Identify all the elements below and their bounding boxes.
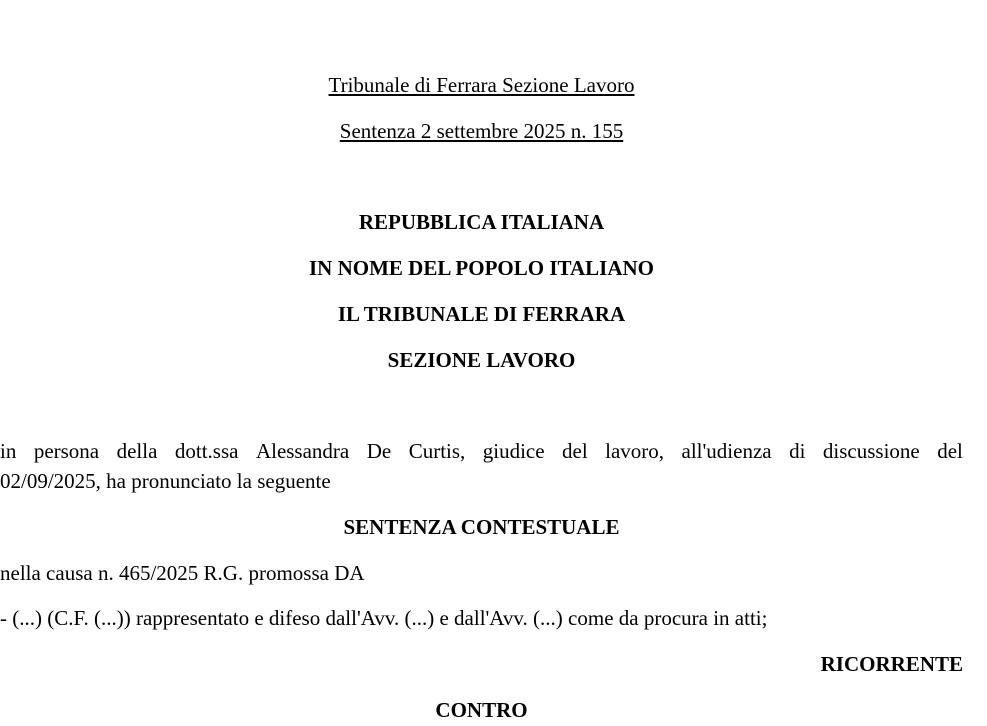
sentence-type-heading: SENTENZA CONTESTUALE [343,515,620,539]
intro-word: De [366,439,392,463]
intro-word: all'udienza [681,439,772,463]
intro-word: della [116,439,158,463]
intro-word: giudice [482,439,545,463]
intro-word: Curtis, [408,439,466,463]
intro-word: dott.ssa [174,439,239,463]
intro-word: lavoro, [605,439,665,463]
intro-paragraph-line-1 [0,439,963,463]
sentence-reference [0,119,963,143]
heading-people: IN NOME DEL POPOLO ITALIANO [309,256,654,280]
role-ricorrente: RICORRENTE [820,652,963,676]
intro-word: del [562,439,588,463]
intro-word: del [937,439,963,463]
intro-word: in [0,439,17,463]
heading-section: SEZIONE LAVORO [387,348,576,372]
party-description-line: - (...) (C.F. (...)) rappresentato e difeso dall'Avv. (...) e dall'Avv. (...) come da procura in atti; [0,606,768,630]
court-section-header [0,73,963,97]
heading-tribunal: IL TRIBUNALE DI FERRARA [337,302,626,326]
court-section-text: Tribunale di Ferrara Sezione Lavoro [328,73,635,97]
intro-paragraph-line-2: 02/09/2025, ha pronunciato la seguente [0,469,331,493]
intro-word: discussione [822,439,920,463]
case-number-line: nella causa n. 465/2025 R.G. promossa DA [0,561,365,585]
sentence-reference-text: Sentenza 2 settembre 2025 n. 155 [339,119,624,143]
intro-word: di [789,439,806,463]
intro-word: Alessandra [255,439,350,463]
contro-heading: CONTRO [435,698,528,722]
intro-word: persona [33,439,100,463]
heading-republic: REPUBBLICA ITALIANA [358,210,605,234]
